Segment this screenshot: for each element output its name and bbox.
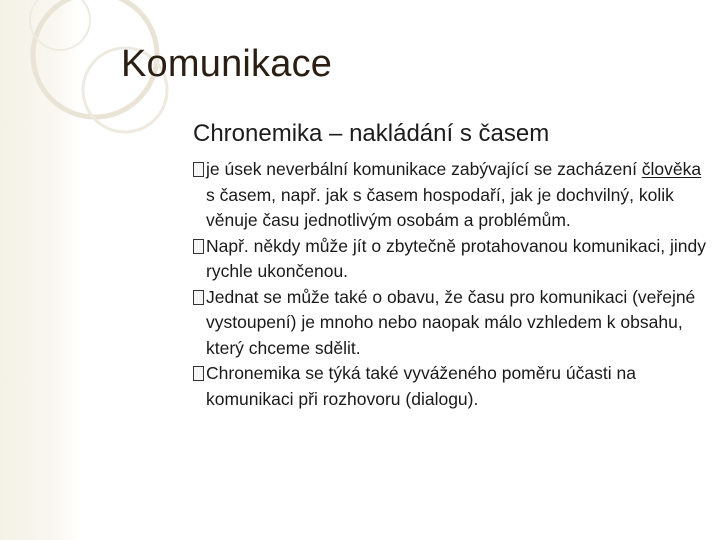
bullet-text: Např. někdy může jít o zbytečně protahovanou komunikaci, jindy rychle ukončenou.	[206, 235, 706, 281]
bullet-item	[193, 234, 708, 285]
bullet-text: je úsek neverbální komunikace zabývající se zacházení	[206, 159, 642, 179]
slide-subtitle: Chronemika – nakládání s časem	[193, 120, 550, 147]
bullet-item	[193, 157, 708, 234]
missing-glyph-icon	[193, 366, 204, 381]
bullet-text: Jednat se může také o obavu, že času pro komunikaci (veřejné vystoupení) je mnoho nebo naopak málo vzhledem k obsahu, který chceme sdělit.	[206, 286, 696, 358]
bullet-item	[193, 285, 708, 362]
underlined-word: člověka	[641, 159, 702, 179]
bullet-text: Chronemika se týká také vyváženého poměru účasti na komunikaci při rozhovoru (dialogu).	[206, 363, 636, 409]
missing-glyph-icon	[193, 239, 204, 254]
missing-glyph-icon	[193, 162, 204, 177]
bullet-text-continued: s časem, např. jak s časem hospodaří, jak je dochvilný, kolik věnuje času jednotlivým osobám a problémům.	[206, 184, 674, 230]
slide-title: Komunikace	[121, 43, 333, 85]
bullet-list	[193, 157, 708, 412]
missing-glyph-icon	[193, 290, 204, 305]
left-decorative-band	[0, 0, 80, 540]
bullet-item	[193, 361, 708, 412]
